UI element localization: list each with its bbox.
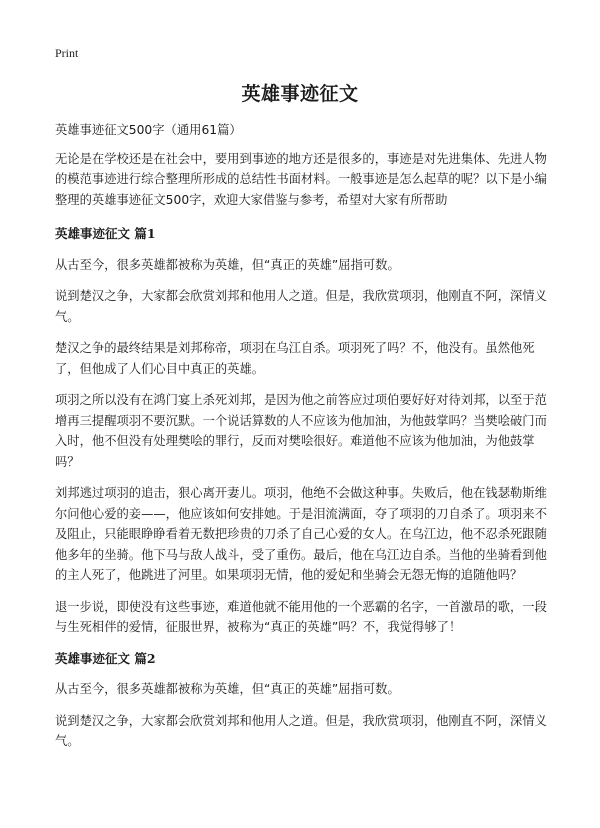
intro-paragraph: 无论是在学校还是在社会中，要用到事迹的地方还是很多的，事迹是对先进集体、先进人物的模范事迹进行综合整理所形成的总结性书面材料。一般事迹是怎么起草的呢？以下是小编整理的英雄事迹征文500字，欢迎大家借鉴与参考，希望对大家有所帮助: [55, 151, 547, 207]
section-heading: 英雄事迹征文 篇1: [55, 226, 156, 241]
paragraph: 退一步说，即使没有这些事迹，难道他就不能用他的一个恶霸的名字，一首激昂的歌，一段与生死相伴的爱情，征服世界，被称为“真正的英雄”吗？不，我觉得够了！: [55, 599, 547, 634]
section-2: [55, 649, 550, 752]
paragraph: 说到楚汉之争，大家都会欣赏刘邦和他用人之道。但是，我欣赏项羽，他刚直不阿，深情义气。: [55, 289, 547, 324]
paragraph: 项羽之所以没有在鸿门宴上杀死刘邦，是因为他之前答应过项伯要好好对待刘邦，以至于范增再三提醒项羽不要沉默。一个说话算数的人不应该为他加油，为他鼓掌吗？当樊哙破门而入时，他不但没有处理樊哙的罪行，反而对樊哙很好。难道他不应该为他加油，为他鼓掌吗？: [55, 393, 547, 469]
page-title: 英雄事迹征文: [241, 83, 359, 105]
subtitle: 英雄事迹征文500字（通用61篇）: [55, 123, 242, 137]
section-heading: 英雄事迹征文 篇2: [55, 650, 156, 666]
paragraph: 从古至今，很多英雄都被称为英雄，但“真正的英雄”屈指可数。: [55, 257, 400, 272]
paragraph: 楚汉之争的最终结果是刘邦称帝，项羽在乌江自杀。项羽死了吗？不，他没有。虽然他死了，但他成了人们心目中真正的英雄。: [55, 341, 535, 376]
paragraph: 刘邦逃过项羽的追击，狠心离开妻儿。项羽，他绝不会做这种事。失败后，他在钱瑟勒斯维尔问他心爱的妾——，他应该如何安排她。于是泪流满面，夺了项羽的刀自杀了。项羽来不及阻止，只能眼睁睁看着无数把珍贵的刀杀了自己心爱的女人。在乌江边，他不忍杀死跟随他多年的坐骑。他下马与敌人战斗，受了重伤。最后，他在乌江边自杀。当他的坐骑看到他的主人死了，他跳进了河里。如果项羽无情，他的爱妃和坐骑会无怨无悔的追随他吗？: [55, 486, 547, 582]
print-link[interactable]: Print: [55, 46, 79, 60]
paragraph: 从古至今，很多英雄都被称为英雄，但“真正的英雄”屈指可数。: [55, 682, 400, 696]
document-body: [55, 120, 550, 763]
paragraph: 说到楚汉之争，大家都会欣赏刘邦和他用人之道。但是，我欣赏项羽，他刚直不阿，深情义气。: [55, 713, 547, 748]
section-1: [55, 224, 550, 638]
